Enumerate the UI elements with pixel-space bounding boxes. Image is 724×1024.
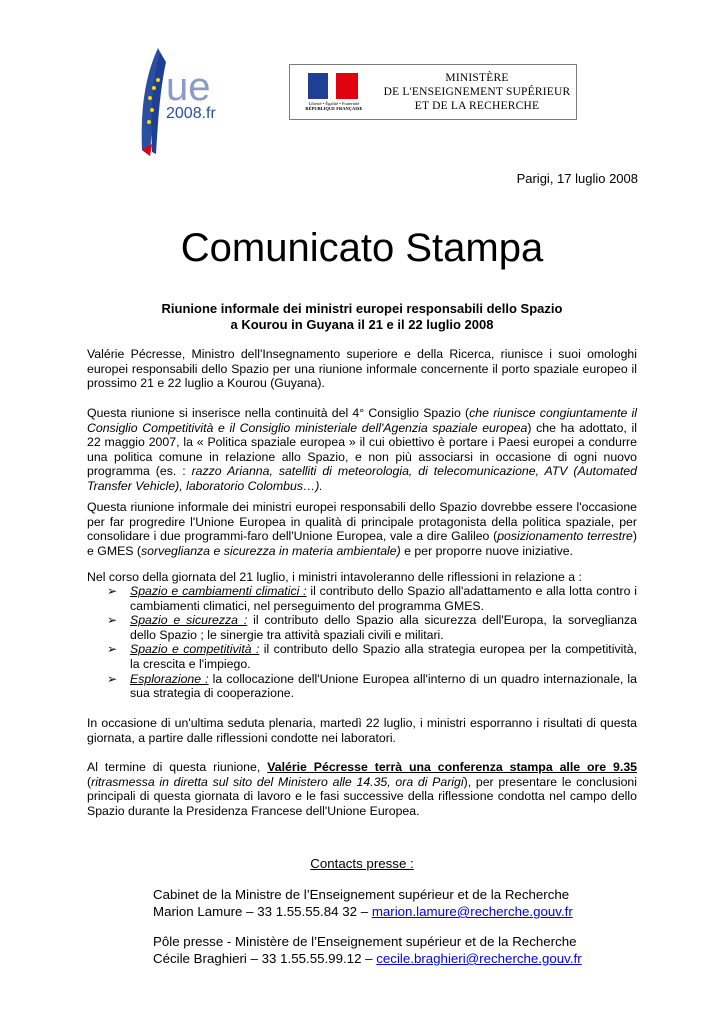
arrow-bullet-icon: ➢ [107, 671, 118, 686]
ue-logo-text: ue [166, 65, 211, 109]
arrow-bullet-icon: ➢ [107, 584, 118, 598]
agenda-list [107, 584, 637, 701]
page-title: Comunicato Stampa [180, 226, 544, 270]
arrow-bullet-icon: ➢ [107, 642, 118, 657]
subtitle: Riunione informale dei ministri europei responsabili dello Spazio a Kourou in Guyana il 21 e il 22 luglio 2008 [161, 301, 563, 332]
list-item: ➢ Esplorazione : la collocazione dell'Unione Europea all'interno di un quadro internazionale, la sua strategia di cooperazione. [107, 671, 637, 701]
email-link-marion[interactable]: marion.lamure@recherche.gouv.fr [371, 904, 573, 919]
french-republic-flag [298, 71, 368, 113]
republic-motto: Liberté • Égalité • Fraternité RÉPUBLIQUE FRANÇAISE [305, 101, 363, 111]
list-item: ➢ Spazio e competitività : il contributo dello Spazio alla strategia europea per la competitività, la crescita e l'impiego. [107, 642, 637, 671]
paragraph-press-conference: Al termine di questa riunione, Valérie Pécresse terrà una conferenza stampa alle ore 9.35 (ritrasmessa in diretta sul sito del Ministero alle 14.35, ora di Parigi), per presentare le conclusioni principali di questa giornata di lavoro e le fasi successive della riflessione condotta nel campo dello Spazio durante la Presidenza Francese dell'Unione Europea. [87, 760, 637, 818]
list-item: ➢ Spazio e sicurezza : il contributo dello Spazio alla sicurezza dell'Europa, la sorveglianza dello Spazio ; le sinergie tra attività spaziali civili e militari. [107, 613, 638, 642]
ministry-logo-box [289, 64, 577, 120]
list-item: ➢ Spazio e cambiamenti climatici : il contributo dello Spazio all'adattamento e alla lotta contro i cambiamenti climatici, nel perseguimento del programma GMES. [107, 584, 637, 613]
paragraph-council: Questa riunione si inserisce nella continuità del 4° Consiglio Spazio (che riunisce congiuntamente il Consiglio Competitività e il Consiglio ministeriale dell'Agenzia spaziale europea) che ha adottato, il 22 maggio 2007, la « Politica spaziale europea » il cui obiettivo è portare i Paesi europei a condurre una politica comune in relazione allo Spazio, e non più associarsi in occasione di ogni nuovo programma (es. : razzo Arianna, satelliti di meteorologia, di telecomunicazione, ATV (Automated Transfer Vehicle), laboratorio Colombus…). [87, 406, 638, 493]
contact-press-office: Pôle presse - Ministère de l’Enseignement supérieur et de la Recherche Cécile Braghieri – 33 1.55.55.99.12 – cecile.braghieri@recherche.gouv.fr [153, 934, 582, 966]
paragraph-plenary: In occasione di un'ultima seduta plenaria, martedì 22 luglio, i ministri esporranno i risultati di questa giornata, a partire dalle riflessioni condotte nei laboratori. [87, 716, 637, 745]
paragraph-intro: Valérie Pécresse, Ministro dell'Insegnamento superiore e della Ricerca, riunisce i suoi omologhi europei responsabili dello Spazio per una riunione informale concernente il porto spaziale europeo il prossimo 21 e 22 luglio a Kourou (Guyana). [87, 347, 637, 391]
ue2008-logo [130, 40, 240, 160]
press-release-date: Parigi, 17 luglio 2008 [516, 171, 638, 186]
email-link-cecile[interactable]: cecile.braghieri@recherche.gouv.fr [376, 951, 582, 966]
paragraph-agenda-intro: Nel corso della giornata del 21 luglio, i ministri intavoleranno delle riflessioni in relazione a : [87, 570, 582, 584]
paragraph-objectives: Questa riunione informale dei ministri europei responsabili dello Spazio dovrebbe essere l'occasione per far progredire l'Unione Europea in qualità di principale protagonista della politica spaziale, per consolidare i due programmi-faro dell'Unione Europea, vale a dire Galileo (posizionamento terrestre) e GMES (sorveglianza e sicurezza in materia ambientale) e per proporre nuove iniziative. [87, 500, 637, 558]
arrow-bullet-icon: ➢ [107, 613, 118, 628]
ministry-name: MINISTÈRE DE L'ENSEIGNEMENT SUPÉRIEUR ET DE LA RECHERCHE [383, 72, 571, 112]
contacts-heading: Contacts presse : [310, 856, 414, 871]
ue-logo-year: 2008.fr [166, 105, 216, 122]
contact-cabinet: Cabinet de la Ministre de l’Enseignement supérieur et de la Recherche Marion Lamure – 33 1.55.55.84 32 – marion.lamure@recherche.gouv.fr [153, 887, 573, 919]
